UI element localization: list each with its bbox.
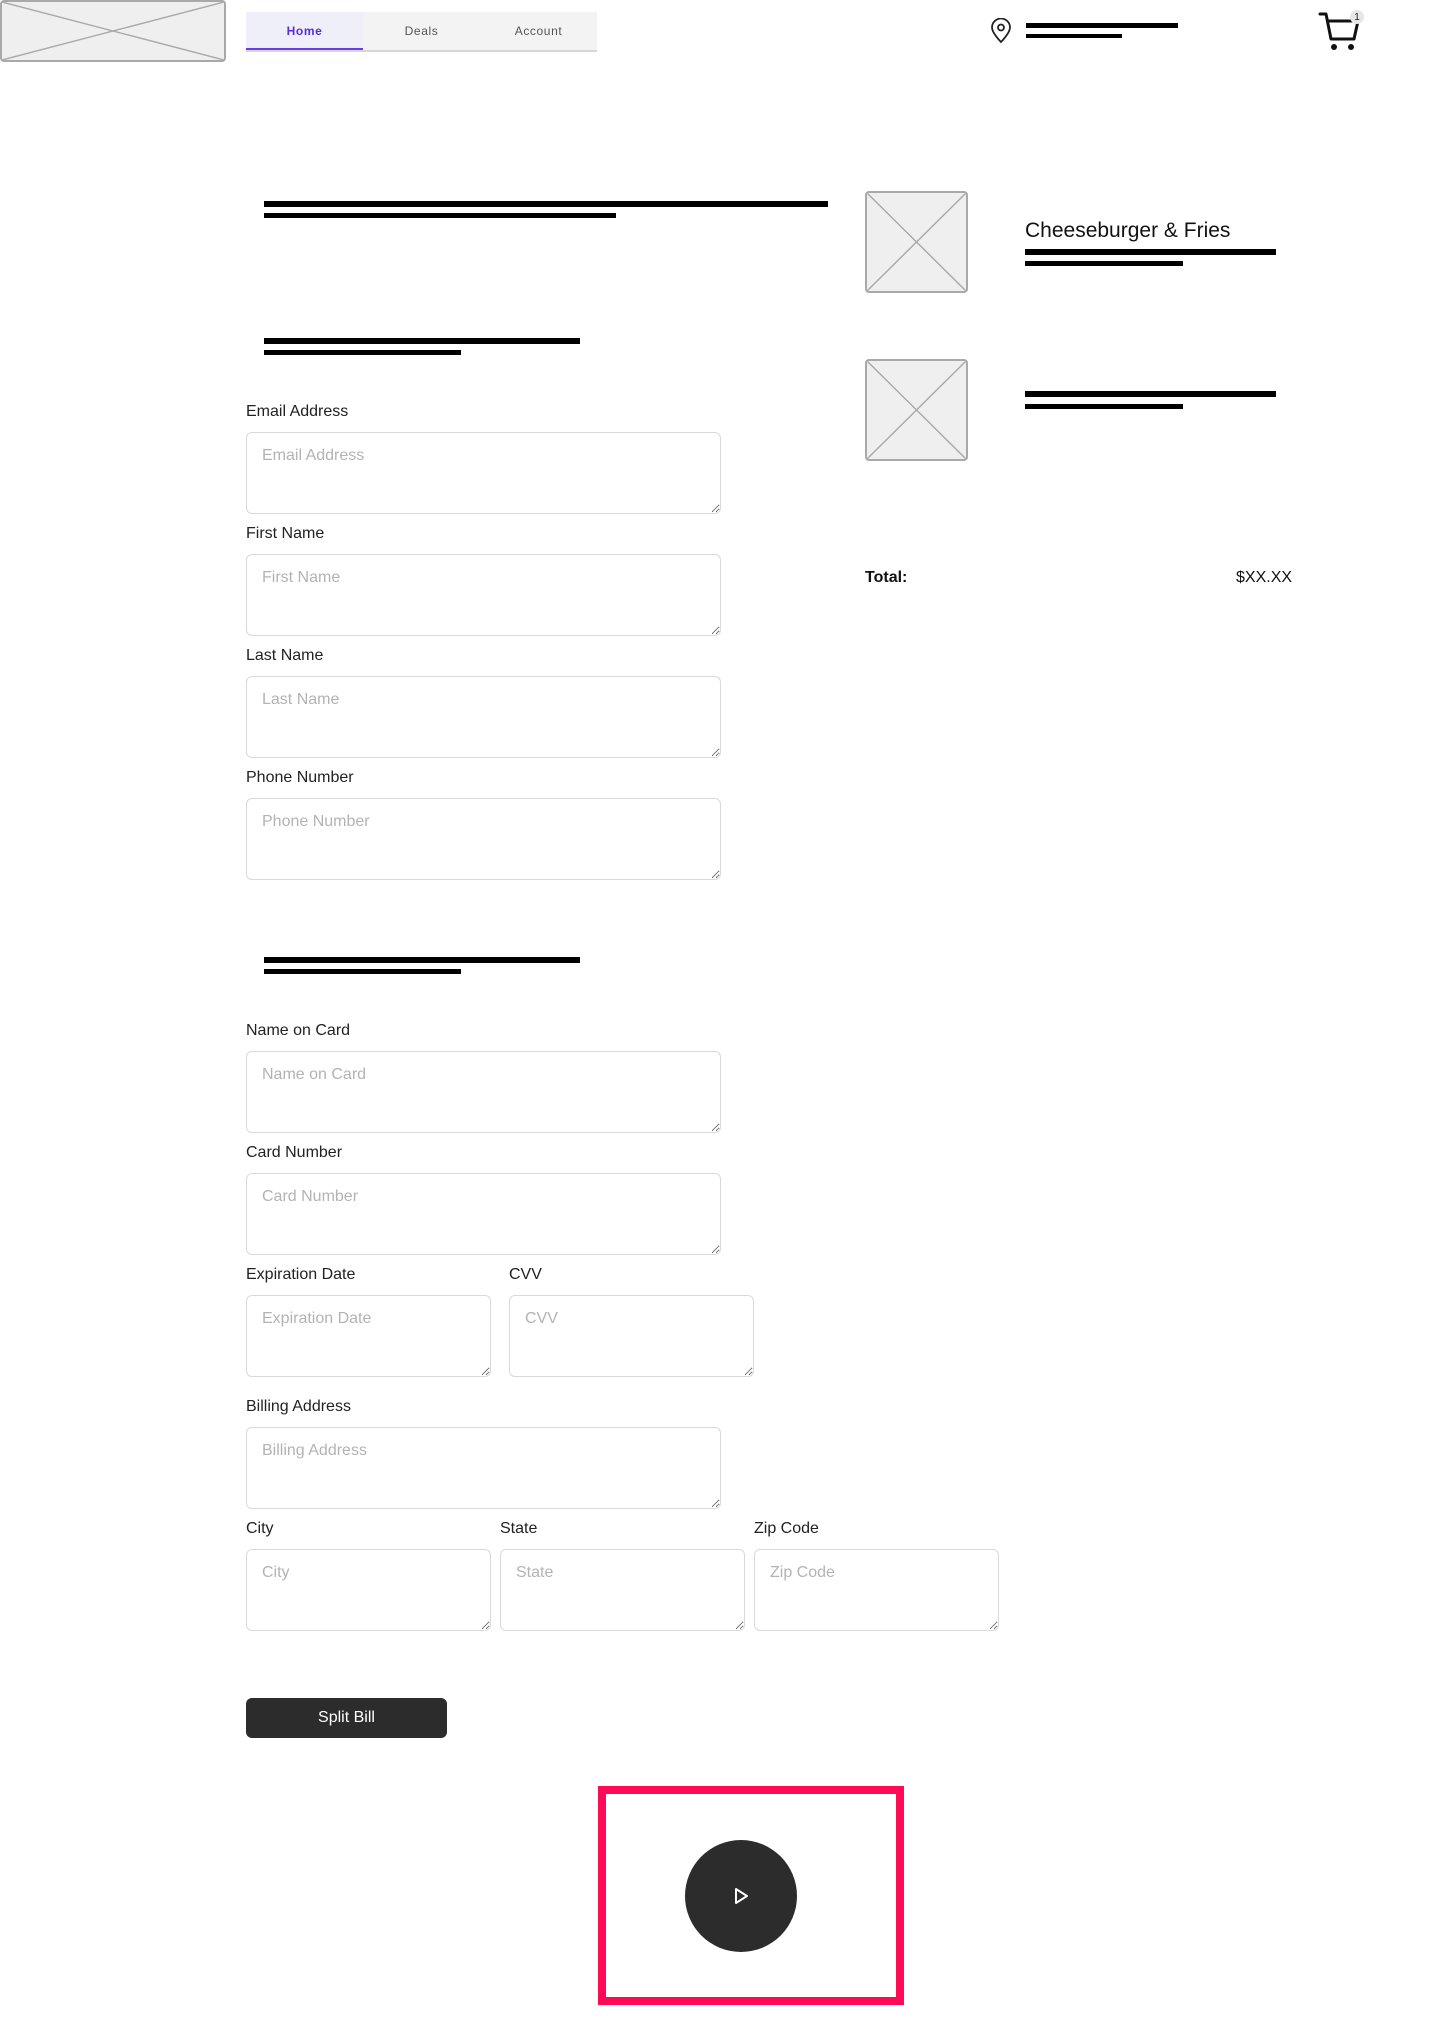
expiration-date-label: Expiration Date xyxy=(246,1266,356,1283)
order-item-line xyxy=(1025,249,1276,255)
play-icon xyxy=(732,1886,750,1906)
cart-count-badge: 1 xyxy=(1350,10,1364,24)
billing-address-label: Billing Address xyxy=(246,1398,351,1415)
tab-account[interactable]: Account xyxy=(480,12,597,50)
first-name-field[interactable] xyxy=(246,554,721,636)
tab-deals[interactable]: Deals xyxy=(363,12,480,50)
zip-code-label: Zip Code xyxy=(754,1520,819,1537)
order-item-2-line-short xyxy=(1025,404,1183,409)
card-number-field[interactable] xyxy=(246,1173,721,1255)
contact-section-heading-line-short xyxy=(264,350,461,355)
last-name-label: Last Name xyxy=(246,647,324,664)
logo-placeholder xyxy=(0,0,226,62)
order-item-line-short xyxy=(1025,261,1183,266)
name-on-card-field[interactable] xyxy=(246,1051,721,1133)
city-field[interactable] xyxy=(246,1549,491,1631)
card-number-label: Card Number xyxy=(246,1144,343,1161)
cvv-label: CVV xyxy=(509,1266,542,1283)
zip-code-field[interactable] xyxy=(754,1549,999,1631)
location-text-line-short xyxy=(1026,34,1122,38)
contact-section-heading-line xyxy=(264,338,580,344)
payment-section-heading-line-short xyxy=(264,969,461,974)
phone-number-label: Phone Number xyxy=(246,769,354,786)
name-on-card-label: Name on Card xyxy=(246,1022,351,1039)
order-item-image-2 xyxy=(865,359,968,461)
page-heading-line xyxy=(264,201,828,207)
expiration-date-field[interactable] xyxy=(246,1295,491,1377)
payment-section-heading-line xyxy=(264,957,580,963)
location-text-line xyxy=(1026,23,1178,28)
state-field[interactable] xyxy=(500,1549,745,1631)
cvv-field[interactable] xyxy=(509,1295,754,1377)
order-item-2-line xyxy=(1025,391,1276,397)
split-bill-button[interactable]: Split Bill xyxy=(246,1698,447,1738)
play-button[interactable] xyxy=(685,1840,797,1952)
page-heading-line-short xyxy=(264,213,616,218)
tab-home[interactable]: Home xyxy=(246,12,363,50)
city-label: City xyxy=(246,1520,274,1537)
main-nav-tabs xyxy=(246,12,597,52)
last-name-field[interactable] xyxy=(246,676,721,758)
phone-number-field[interactable] xyxy=(246,798,721,880)
total-value: $XX.XX xyxy=(1236,569,1293,586)
email-label: Email Address xyxy=(246,403,349,420)
order-item-title: Cheeseburger & Fries xyxy=(1025,219,1231,242)
total-label: Total: xyxy=(865,569,908,586)
state-label: State xyxy=(500,1520,538,1537)
location-pin-icon[interactable] xyxy=(989,18,1013,44)
billing-address-field[interactable] xyxy=(246,1427,721,1509)
email-field[interactable] xyxy=(246,432,721,514)
order-item-image xyxy=(865,191,968,293)
first-name-label: First Name xyxy=(246,525,325,542)
